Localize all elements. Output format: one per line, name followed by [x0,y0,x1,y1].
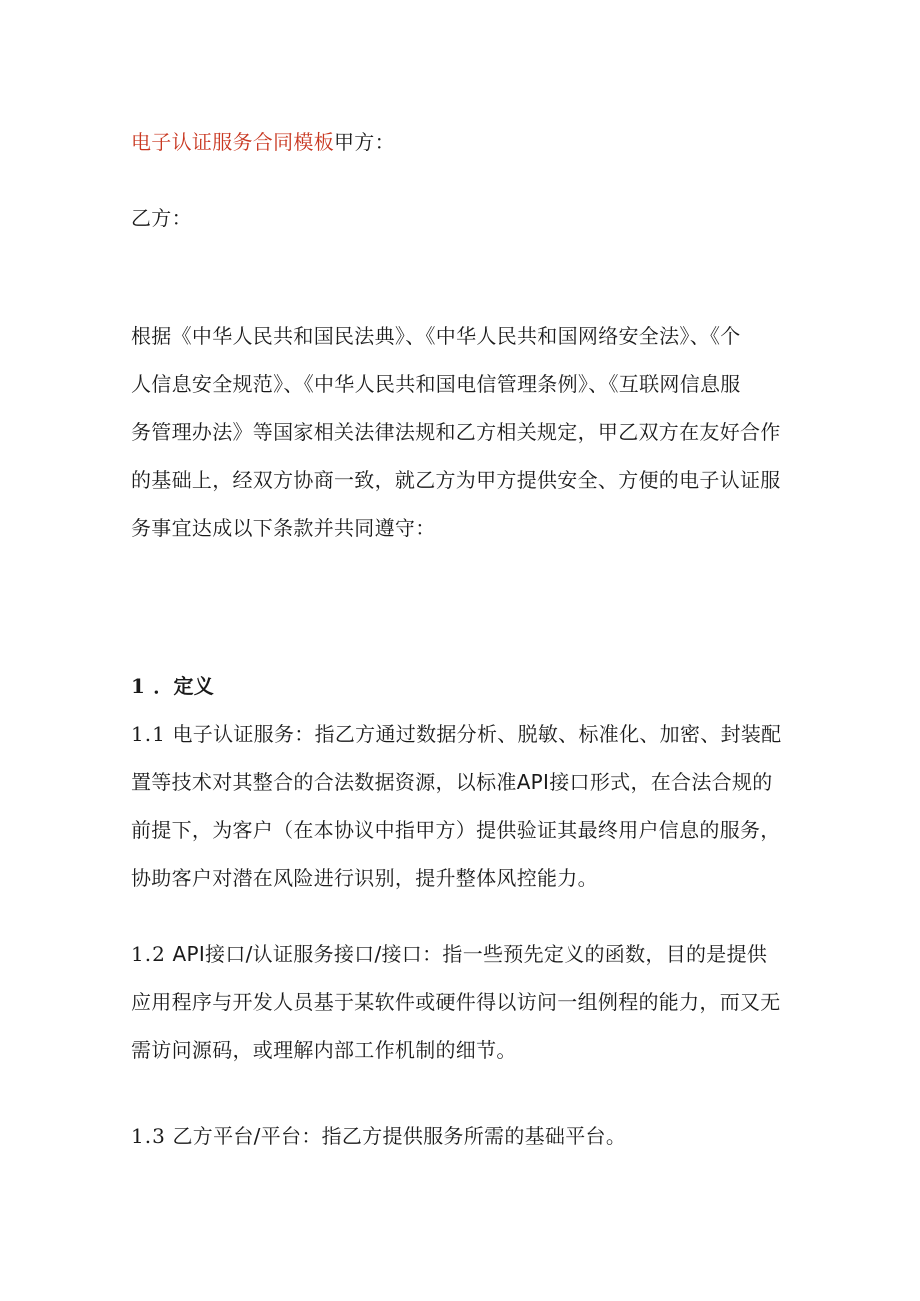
clause-number: 1.2 [131,942,166,966]
clause-line [131,720,781,748]
preamble-line: 务管理办法》等国家相关法律法规和乙方相关规定，甲乙双方在友好合作 [131,420,781,444]
party-a-label: 甲方： [334,130,395,154]
clause-line [131,1122,626,1150]
clause-line: 前提下，为客户（在本协议中指甲方）提供验证其最终用户信息的服务， [131,818,781,842]
clause-text: 电子认证服务：指乙方通过数据分析、脱敏、标准化、加密、封装配 [172,722,782,746]
clause-number: 1.1 [131,722,166,746]
clause-text: 乙方平台/平台：指乙方提供服务所需的基础平台。 [172,1124,627,1148]
clause-number: 1.3 [131,1124,166,1148]
party-b-label: 乙方： [131,206,192,230]
clause-line: 需访问源码，或理解内部工作机制的细节。 [131,1038,517,1062]
title-line [131,128,395,156]
section-number: 1 [131,674,146,698]
clause-line: 协助客户对潜在风险进行识别，提升整体风控能力。 [131,866,598,890]
clause-text: API接口/认证服务接口/接口：指一些预先定义的函数，目的是提供 [172,942,768,966]
preamble-line: 人信息安全规范》、《中华人民共和国电信管理条例》、《互联网信息服 [131,372,741,396]
preamble-line: 务事宜达成以下条款并共同遵守： [131,516,436,540]
document-title: 电子认证服务合同模板 [131,130,334,154]
section-heading [131,672,214,700]
preamble-line: 的基础上，经双方协商一致，就乙方为甲方提供安全、方便的电子认证服 [131,468,781,492]
clause-line: 置等技术对其整合的合法数据资源，以标准API接口形式，在合法合规的 [131,770,773,794]
clause-line: 应用程序与开发人员基于某软件或硬件得以访问一组例程的能力，而又无 [131,990,781,1014]
preamble-line: 根据《中华人民共和国民法典》、《中华人民共和国网络安全法》、《个 [131,324,741,348]
section-title: ．定义 [153,674,215,698]
clause-line [131,940,767,968]
